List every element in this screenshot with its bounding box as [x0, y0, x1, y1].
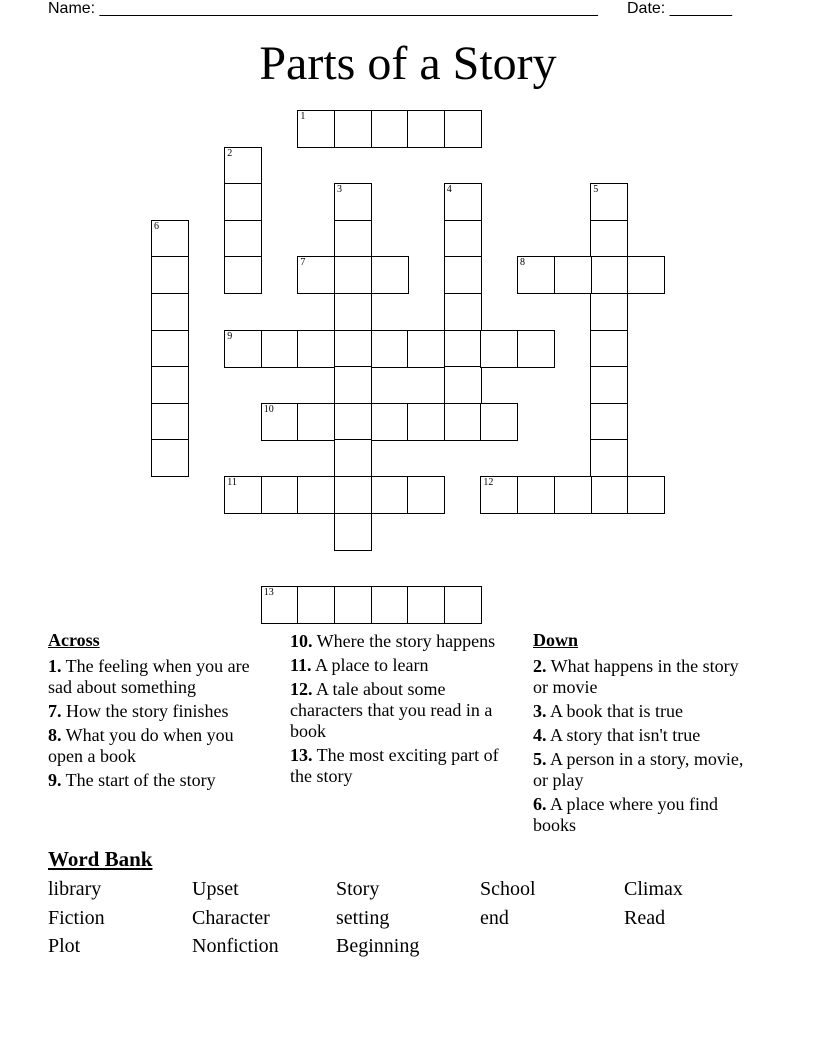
word-bank-word: Read	[624, 906, 666, 929]
name-field[interactable]: Name: ________________________________________________________	[48, 0, 598, 17]
crossword-cell[interactable]	[334, 403, 372, 441]
clue	[533, 794, 748, 836]
crossword-cell[interactable]	[334, 293, 372, 331]
crossword-cell[interactable]	[151, 220, 189, 258]
crossword-cell[interactable]	[334, 513, 372, 551]
crossword-cell[interactable]	[480, 330, 518, 368]
crossword-cell[interactable]	[444, 110, 482, 148]
crossword-cell[interactable]	[590, 476, 628, 514]
clue-number: 2	[227, 147, 233, 159]
clue-number: 9	[227, 330, 233, 342]
crossword-cell[interactable]	[444, 586, 482, 624]
clue	[533, 656, 748, 698]
clue	[290, 631, 518, 652]
crossword-cell[interactable]	[627, 476, 665, 514]
word-bank-word: Character	[192, 906, 270, 929]
date-field[interactable]: Date: _______	[627, 0, 732, 17]
clue	[533, 701, 748, 722]
crossword-cell[interactable]	[590, 183, 628, 221]
crossword-cell[interactable]	[590, 366, 628, 404]
crossword-cell[interactable]	[517, 256, 555, 294]
word-bank-word: Story	[336, 878, 380, 900]
clue	[48, 725, 268, 767]
clue-number-label: 4.	[533, 725, 547, 745]
crossword-cell[interactable]	[371, 330, 409, 368]
clue-text: A tale about some characters that you read in a book	[290, 679, 493, 741]
word-bank-word: end	[480, 906, 509, 929]
crossword-cell[interactable]	[297, 330, 335, 368]
crossword-cell[interactable]	[590, 220, 628, 258]
crossword-cell[interactable]	[261, 330, 299, 368]
clue-number: 8	[520, 257, 525, 269]
clue	[48, 770, 268, 791]
crossword-cell[interactable]	[371, 586, 409, 624]
crossword-cell[interactable]	[590, 403, 628, 441]
crossword-cell[interactable]	[371, 403, 409, 441]
clue-number-label: 12.	[290, 679, 313, 699]
crossword-cell[interactable]	[151, 439, 189, 477]
clue-text: What happens in the story or movie	[533, 656, 739, 697]
crossword-cell[interactable]	[151, 256, 189, 294]
clue-number-label: 5.	[533, 749, 547, 769]
down-heading: Down	[533, 630, 579, 650]
clue-text: A story that isn't true	[546, 725, 701, 745]
crossword-cell[interactable]	[444, 293, 482, 331]
page-title: Parts of a Story	[259, 37, 557, 90]
crossword-cell[interactable]	[261, 586, 299, 624]
crossword-cell[interactable]	[224, 330, 262, 368]
clue-text: A place where you find books	[533, 794, 718, 835]
clue-number: 3	[337, 184, 342, 196]
crossword-cell[interactable]	[224, 147, 262, 185]
crossword-cell[interactable]	[371, 110, 409, 148]
crossword-cell[interactable]	[627, 256, 665, 294]
crossword-cell[interactable]	[444, 256, 482, 294]
clue-text: The start of the story	[61, 770, 216, 790]
crossword-cell[interactable]	[224, 183, 262, 221]
clue-text: How the story finishes	[61, 701, 229, 721]
clue-text: Where the story happens	[312, 631, 496, 651]
clue	[290, 655, 518, 676]
crossword-cell[interactable]	[590, 256, 628, 294]
word-bank-title: Word Bank	[48, 847, 153, 871]
clue-number: 6	[154, 220, 159, 232]
clue-text: A person in a story, movie, or play	[533, 749, 744, 790]
word-bank-word: library	[48, 878, 102, 900]
clue-number-label: 11.	[290, 655, 312, 675]
clue	[290, 679, 518, 742]
crossword-cell[interactable]	[334, 586, 372, 624]
clue-number-label: 2.	[533, 656, 547, 676]
crossword-cell[interactable]	[444, 330, 482, 368]
crossword-cell[interactable]	[224, 476, 262, 514]
crossword-cell[interactable]	[334, 110, 372, 148]
crossword-cell[interactable]	[261, 403, 299, 441]
word-bank-word: Beginning	[336, 935, 420, 957]
crossword-cell[interactable]	[334, 183, 372, 221]
clue	[533, 725, 748, 746]
crossword-cell[interactable]	[590, 439, 628, 477]
word-bank-word: Nonfiction	[192, 935, 279, 957]
clue	[48, 701, 268, 722]
crossword-cell[interactable]	[151, 366, 189, 404]
crossword-cell[interactable]	[297, 586, 335, 624]
crossword-cell[interactable]	[371, 256, 409, 294]
crossword-cell[interactable]	[444, 183, 482, 221]
clue	[533, 749, 748, 791]
clue-number-label: 10.	[290, 631, 313, 651]
clue-text: A book that is true	[546, 701, 683, 721]
crossword-cell[interactable]	[590, 293, 628, 331]
clue-number-label: 3.	[533, 701, 547, 721]
crossword-cell[interactable]	[334, 366, 372, 404]
crossword-cell[interactable]	[554, 476, 592, 514]
crossword-cell[interactable]	[334, 256, 372, 294]
word-bank-word: School	[480, 878, 536, 900]
clue-number-label: 1.	[48, 656, 62, 676]
clue-number-label: 8.	[48, 725, 62, 745]
clue-text: A place to learn	[311, 655, 429, 675]
crossword-cell[interactable]	[480, 476, 518, 514]
crossword-cell[interactable]	[151, 403, 189, 441]
crossword-cell[interactable]	[407, 330, 445, 368]
clue-number-label: 13.	[290, 745, 313, 765]
clue-text: What you do when you open a book	[48, 725, 234, 766]
across-heading: Across	[48, 630, 100, 650]
crossword-cell[interactable]	[297, 110, 335, 148]
word-bank-word: Climax	[624, 878, 683, 900]
crossword-cell[interactable]	[151, 293, 189, 331]
crossword-cell[interactable]	[297, 256, 335, 294]
crossword-cell[interactable]	[371, 476, 409, 514]
crossword-cell[interactable]	[407, 586, 445, 624]
crossword-cell[interactable]	[334, 220, 372, 258]
clue-number-label: 7.	[48, 701, 62, 721]
clue-text: The feeling when you are sad about something	[48, 656, 250, 697]
word-bank	[48, 875, 788, 961]
crossword-cell[interactable]	[297, 403, 335, 441]
crossword-cell[interactable]	[444, 403, 482, 441]
word-bank-word: Plot	[48, 935, 81, 957]
clue-number: 7	[300, 257, 306, 269]
clue-number: 4	[446, 184, 452, 196]
clue-number: 12	[483, 477, 494, 488]
crossword-cell[interactable]	[334, 439, 372, 477]
crossword-cell[interactable]	[407, 476, 445, 514]
crossword-cell[interactable]	[334, 476, 372, 514]
across-clues	[48, 630, 268, 794]
crossword-cell[interactable]	[261, 476, 299, 514]
crossword-cell[interactable]	[590, 330, 628, 368]
clue-number-label: 9.	[48, 770, 62, 790]
clue-number-label: 6.	[533, 794, 547, 814]
down-clues	[533, 630, 748, 839]
crossword-cell[interactable]	[444, 220, 482, 258]
across-clues-continued	[290, 631, 518, 790]
crossword-cell[interactable]	[407, 403, 445, 441]
clue-number: 11	[227, 477, 237, 488]
clue-number: 1	[300, 111, 306, 122]
crossword-cell[interactable]	[297, 476, 335, 514]
clue-text: The most exciting part of the story	[290, 745, 499, 786]
word-bank-word: Upset	[192, 878, 239, 900]
word-bank-word: setting	[336, 906, 390, 929]
clue-number: 13	[263, 586, 274, 598]
clue	[48, 656, 268, 698]
clue-number: 10	[263, 403, 274, 415]
crossword-cell[interactable]	[151, 330, 189, 368]
crossword-cell[interactable]	[517, 330, 555, 368]
crossword-cell[interactable]	[517, 476, 555, 514]
crossword-cell[interactable]	[444, 366, 482, 404]
clue	[290, 745, 518, 787]
word-bank-word: Fiction	[48, 906, 105, 929]
crossword-cell[interactable]	[224, 220, 262, 258]
crossword-cell[interactable]	[334, 330, 372, 368]
crossword-cell[interactable]	[407, 110, 445, 148]
crossword-cell[interactable]	[554, 256, 592, 294]
crossword-cell[interactable]	[480, 403, 518, 441]
crossword-cell[interactable]	[224, 256, 262, 294]
clue-number: 5	[593, 184, 599, 196]
